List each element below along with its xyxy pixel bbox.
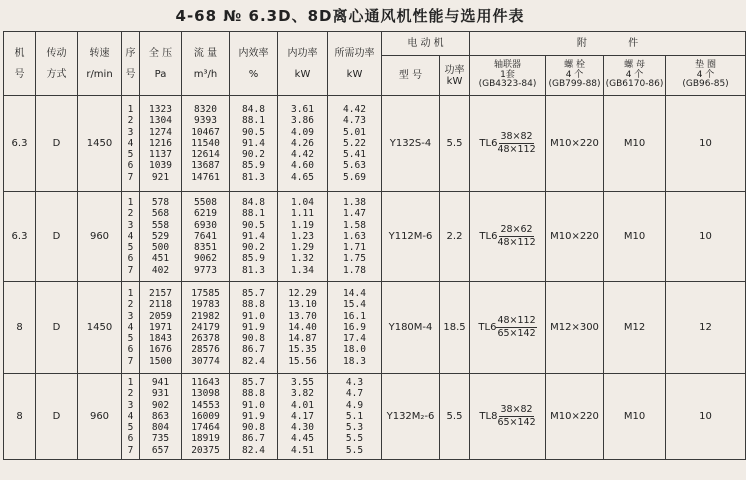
drive-cell: D: [36, 192, 78, 282]
cell-value: 3: [127, 399, 134, 411]
cell-value: 90.2: [242, 149, 265, 161]
cell-value: 18919: [191, 433, 220, 445]
header-pressure: 全 压 Pa: [140, 32, 182, 96]
page-footer-edge: [0, 466, 700, 480]
table-row: [4, 192, 746, 282]
required-power-column: [328, 282, 382, 374]
cell-value: 16.9: [343, 321, 366, 333]
washer-cell: 10: [666, 96, 746, 192]
cell-value: 402: [151, 264, 170, 276]
cell-value: 5.63: [343, 160, 366, 172]
machine-no-cell: 6.3: [4, 192, 36, 282]
cell-value: 1.11: [291, 208, 314, 220]
cell-value: 4.45: [291, 433, 314, 445]
cell-value: 1.19: [291, 219, 314, 231]
cell-value: 931: [151, 388, 170, 400]
cell-value: 15.35: [288, 344, 317, 356]
cell-value: 14553: [191, 399, 220, 411]
cell-value: 1843: [149, 333, 172, 345]
cell-value: 3.61: [291, 104, 314, 116]
table-row: [4, 282, 746, 374]
cell-value: 1216: [149, 137, 172, 149]
speed-cell: 960: [78, 192, 122, 282]
cell-value: 13687: [191, 160, 220, 172]
header-coupling: 轴联器 1套 (GB4323-84): [470, 56, 546, 96]
cell-value: 90.2: [242, 242, 265, 254]
efficiency-column: [230, 96, 278, 192]
cell-value: 2059: [149, 310, 172, 322]
cell-value: 14.87: [288, 333, 317, 345]
cell-value: 5.01: [343, 126, 366, 138]
cell-value: 4.65: [291, 171, 314, 183]
cell-value: 1: [127, 377, 134, 389]
inner-power-column: [278, 374, 328, 460]
cell-value: 5508: [194, 197, 217, 209]
flow-column: [182, 374, 230, 460]
cell-value: 3: [127, 219, 134, 231]
cell-value: 91.9: [242, 321, 265, 333]
header-drive: 传动 方式: [36, 32, 78, 96]
header-bolt: 螺 栓 4 个 (GB799-88): [546, 56, 604, 96]
cell-value: 90.5: [242, 126, 265, 138]
cell-value: 86.7: [242, 344, 265, 356]
speed-cell: 1450: [78, 96, 122, 192]
motor-model-cell: Y112M-6: [382, 192, 440, 282]
cell-value: 14.4: [343, 288, 366, 300]
cell-value: 500: [151, 242, 170, 254]
cell-value: 1: [127, 288, 134, 300]
cell-value: 902: [151, 399, 170, 411]
cell-value: 1.78: [343, 264, 366, 276]
table-row: [4, 374, 746, 460]
bolt-cell: M10×220: [546, 96, 604, 192]
coupling-numerator: 38×82: [500, 404, 533, 415]
efficiency-column: [230, 374, 278, 460]
cell-value: 5: [127, 422, 134, 434]
cell-value: 26378: [191, 333, 220, 345]
cell-value: 84.8: [242, 197, 265, 209]
cell-value: 3.82: [291, 388, 314, 400]
cell-value: 1274: [149, 126, 172, 138]
cell-value: 4: [127, 230, 134, 242]
cell-value: 81.3: [242, 171, 265, 183]
cell-value: 16.1: [343, 310, 366, 322]
cell-value: 82.4: [242, 444, 265, 456]
cell-value: 7: [127, 171, 134, 183]
cell-value: 8320: [194, 104, 217, 116]
cell-value: 90.8: [242, 333, 265, 345]
seq-column: [122, 96, 140, 192]
coupling-denominator: 65×142: [497, 328, 536, 339]
seq-column: [122, 192, 140, 282]
drive-cell: D: [36, 374, 78, 460]
cell-value: 921: [151, 171, 170, 183]
cell-value: 4.26: [291, 137, 314, 149]
cell-value: 91.9: [242, 410, 265, 422]
flow-column: [182, 96, 230, 192]
cell-value: 3.55: [291, 377, 314, 389]
cell-value: 2: [127, 388, 134, 400]
speed-cell: 1450: [78, 282, 122, 374]
cell-value: 88.1: [242, 115, 265, 127]
cell-value: 85.9: [242, 160, 265, 172]
required-power-column: [328, 96, 382, 192]
cell-value: 5.1: [345, 410, 364, 422]
cell-value: 11540: [191, 137, 220, 149]
header-motor-model: 型 号: [382, 56, 440, 96]
cell-value: 88.1: [242, 208, 265, 220]
cell-value: 4.73: [343, 115, 366, 127]
bolt-cell: M12×300: [546, 282, 604, 374]
cell-value: 86.7: [242, 433, 265, 445]
washer-cell: 10: [666, 374, 746, 460]
header-speed: 转速 r/min: [78, 32, 122, 96]
bolt-cell: M10×220: [546, 374, 604, 460]
cell-value: 19783: [191, 299, 220, 311]
cell-value: 24179: [191, 321, 220, 333]
cell-value: 4.17: [291, 410, 314, 422]
cell-value: 5.41: [343, 149, 366, 161]
header-efficiency: 内效率 %: [230, 32, 278, 96]
cell-value: 1.38: [343, 197, 366, 209]
coupling-numerator: 28×62: [500, 224, 533, 235]
page-title: 4-68 № 6.3D、8D离心通风机性能与选用件表: [175, 7, 525, 25]
coupling-cell: [470, 282, 546, 374]
cell-value: 1304: [149, 115, 172, 127]
cell-value: 13.10: [288, 299, 317, 311]
required-power-column: [328, 192, 382, 282]
cell-value: 6219: [194, 208, 217, 220]
coupling-fraction: [497, 131, 535, 156]
cell-value: 1323: [149, 104, 172, 116]
cell-value: 30774: [191, 355, 220, 367]
machine-no-cell: 6.3: [4, 96, 36, 192]
motor-power-cell: 2.2: [440, 192, 470, 282]
bolt-cell: M10×220: [546, 192, 604, 282]
flow-column: [182, 282, 230, 374]
cell-value: 13098: [191, 388, 220, 400]
cell-value: 1500: [149, 355, 172, 367]
cell-value: 4.09: [291, 126, 314, 138]
cell-value: 28576: [191, 344, 220, 356]
cell-value: 12614: [191, 149, 220, 161]
cell-value: 2157: [149, 288, 172, 300]
motor-model-cell: Y132M₂-6: [382, 374, 440, 460]
cell-value: 88.8: [242, 299, 265, 311]
cell-value: 1.29: [291, 242, 314, 254]
nut-cell: M10: [604, 374, 666, 460]
cell-value: 91.0: [242, 399, 265, 411]
cell-value: 4: [127, 410, 134, 422]
header-required-power: 所需功率 kW: [328, 32, 382, 96]
cell-value: 85.9: [242, 253, 265, 265]
cell-value: 18.0: [343, 344, 366, 356]
cell-value: 4.30: [291, 422, 314, 434]
coupling-type: TL6: [479, 138, 498, 149]
motor-power-cell: 5.5: [440, 96, 470, 192]
cell-value: 735: [151, 433, 170, 445]
coupling-cell: [470, 96, 546, 192]
pressure-column: [140, 282, 182, 374]
coupling-fraction: [497, 224, 535, 249]
table-row: [4, 96, 746, 192]
cell-value: 568: [151, 208, 170, 220]
header-inner-power: 内功率 kW: [278, 32, 328, 96]
coupling-cell: [470, 192, 546, 282]
cell-value: 15.4: [343, 299, 366, 311]
coupling-fraction: [497, 404, 535, 429]
cell-value: 13.70: [288, 310, 317, 322]
cell-value: 5.5: [345, 433, 364, 445]
cell-value: 3.86: [291, 115, 314, 127]
cell-value: 17464: [191, 422, 220, 434]
header-attachments: 附 件: [470, 32, 746, 56]
cell-value: 4: [127, 137, 134, 149]
nut-cell: M10: [604, 192, 666, 282]
cell-value: 1.47: [343, 208, 366, 220]
cell-value: 1971: [149, 321, 172, 333]
cell-value: 578: [151, 197, 170, 209]
header-motor-power: 功率 kW: [440, 56, 470, 96]
seq-column: [122, 374, 140, 460]
cell-value: 3: [127, 126, 134, 138]
cell-value: 804: [151, 422, 170, 434]
cell-value: 529: [151, 230, 170, 242]
header-flow: 流 量 m³/h: [182, 32, 230, 96]
cell-value: 863: [151, 410, 170, 422]
motor-power-cell: 18.5: [440, 282, 470, 374]
machine-no-cell: 8: [4, 282, 36, 374]
cell-value: 91.4: [242, 230, 265, 242]
washer-cell: 12: [666, 282, 746, 374]
coupling-type: TL6: [478, 322, 497, 333]
cell-value: 21982: [191, 310, 220, 322]
cell-value: 3: [127, 310, 134, 322]
cell-value: 5: [127, 242, 134, 254]
cell-value: 7: [127, 264, 134, 276]
cell-value: 2: [127, 208, 134, 220]
cell-value: 5.3: [345, 422, 364, 434]
inner-power-column: [278, 96, 328, 192]
drive-cell: D: [36, 282, 78, 374]
coupling-cell: [470, 374, 546, 460]
header-machine-no: 机 号: [4, 32, 36, 96]
header-nut: 螺 母 4 个 (GB6170-86): [604, 56, 666, 96]
cell-value: 558: [151, 219, 170, 231]
cell-value: 1: [127, 104, 134, 116]
cell-value: 4.42: [291, 149, 314, 161]
cell-value: 2: [127, 299, 134, 311]
cell-value: 1.71: [343, 242, 366, 254]
cell-value: 1.75: [343, 253, 366, 265]
cell-value: 4.9: [345, 399, 364, 411]
cell-value: 91.4: [242, 137, 265, 149]
coupling-fraction: [496, 315, 536, 340]
cell-value: 941: [151, 377, 170, 389]
inner-power-column: [278, 282, 328, 374]
cell-value: 82.4: [242, 355, 265, 367]
coupling-type: TL6: [479, 231, 498, 242]
cell-value: 9393: [194, 115, 217, 127]
cell-value: 20375: [191, 444, 220, 456]
required-power-column: [328, 374, 382, 460]
cell-value: 4.01: [291, 399, 314, 411]
pressure-column: [140, 374, 182, 460]
cell-value: 4.3: [345, 377, 364, 389]
cell-value: 7641: [194, 230, 217, 242]
cell-value: 6: [127, 253, 134, 265]
cell-value: 16009: [191, 410, 220, 422]
cell-value: 5: [127, 149, 134, 161]
pressure-column: [140, 96, 182, 192]
cell-value: 5.22: [343, 137, 366, 149]
coupling-denominator: 48×112: [497, 237, 536, 248]
cell-value: 5.5: [345, 444, 364, 456]
cell-value: 657: [151, 444, 170, 456]
cell-value: 91.0: [242, 310, 265, 322]
washer-cell: 10: [666, 192, 746, 282]
cell-value: 5: [127, 333, 134, 345]
cell-value: 14761: [191, 171, 220, 183]
header-washer: 垫 圈 4 个 (GB96-85): [666, 56, 746, 96]
cell-value: 10467: [191, 126, 220, 138]
table-body: [4, 96, 746, 460]
cell-value: 1.34: [291, 264, 314, 276]
cell-value: 1.58: [343, 219, 366, 231]
coupling-denominator: 65×142: [497, 417, 536, 428]
cell-value: 6: [127, 344, 134, 356]
flow-column: [182, 192, 230, 282]
cell-value: 15.56: [288, 355, 317, 367]
cell-value: 1137: [149, 149, 172, 161]
cell-value: 84.8: [242, 104, 265, 116]
nut-cell: M10: [604, 96, 666, 192]
cell-value: 8351: [194, 242, 217, 254]
cell-value: 85.7: [242, 288, 265, 300]
pressure-column: [140, 192, 182, 282]
cell-value: 2118: [149, 299, 172, 311]
cell-value: 1676: [149, 344, 172, 356]
cell-value: 7: [127, 444, 134, 456]
cell-value: 7: [127, 355, 134, 367]
cell-value: 6: [127, 433, 134, 445]
cell-value: 4.42: [343, 104, 366, 116]
cell-value: 18.3: [343, 355, 366, 367]
cell-value: 9062: [194, 253, 217, 265]
header-motor: 电 动 机: [382, 32, 470, 56]
cell-value: 1: [127, 197, 134, 209]
inner-power-column: [278, 192, 328, 282]
cell-value: 1.63: [343, 230, 366, 242]
cell-value: 81.3: [242, 264, 265, 276]
cell-value: 88.8: [242, 388, 265, 400]
coupling-numerator: 38×82: [500, 131, 533, 142]
cell-value: 6: [127, 160, 134, 172]
coupling-type: TL8: [479, 411, 498, 422]
cell-value: 11643: [191, 377, 220, 389]
cell-value: 17585: [191, 288, 220, 300]
cell-value: 5.69: [343, 171, 366, 183]
efficiency-column: [230, 192, 278, 282]
fan-performance-table: [3, 31, 746, 460]
seq-column: [122, 282, 140, 374]
cell-value: 4.51: [291, 444, 314, 456]
cell-value: 85.7: [242, 377, 265, 389]
cell-value: 451: [151, 253, 170, 265]
cell-value: 4: [127, 321, 134, 333]
efficiency-column: [230, 282, 278, 374]
cell-value: 90.5: [242, 219, 265, 231]
motor-model-cell: Y132S-4: [382, 96, 440, 192]
speed-cell: 960: [78, 374, 122, 460]
cell-value: 14.40: [288, 321, 317, 333]
cell-value: 1.04: [291, 197, 314, 209]
cell-value: 4.7: [345, 388, 364, 400]
coupling-denominator: 48×112: [497, 144, 536, 155]
cell-value: 4.60: [291, 160, 314, 172]
header-seq: 序 号: [122, 32, 140, 96]
nut-cell: M12: [604, 282, 666, 374]
machine-no-cell: 8: [4, 374, 36, 460]
cell-value: 2: [127, 115, 134, 127]
cell-value: 1.23: [291, 230, 314, 242]
coupling-numerator: 48×112: [497, 315, 536, 326]
cell-value: 1039: [149, 160, 172, 172]
cell-value: 17.4: [343, 333, 366, 345]
cell-value: 90.8: [242, 422, 265, 434]
cell-value: 12.29: [288, 288, 317, 300]
drive-cell: D: [36, 96, 78, 192]
motor-power-cell: 5.5: [440, 374, 470, 460]
cell-value: 1.32: [291, 253, 314, 265]
cell-value: 6930: [194, 219, 217, 231]
cell-value: 9773: [194, 264, 217, 276]
motor-model-cell: Y180M-4: [382, 282, 440, 374]
